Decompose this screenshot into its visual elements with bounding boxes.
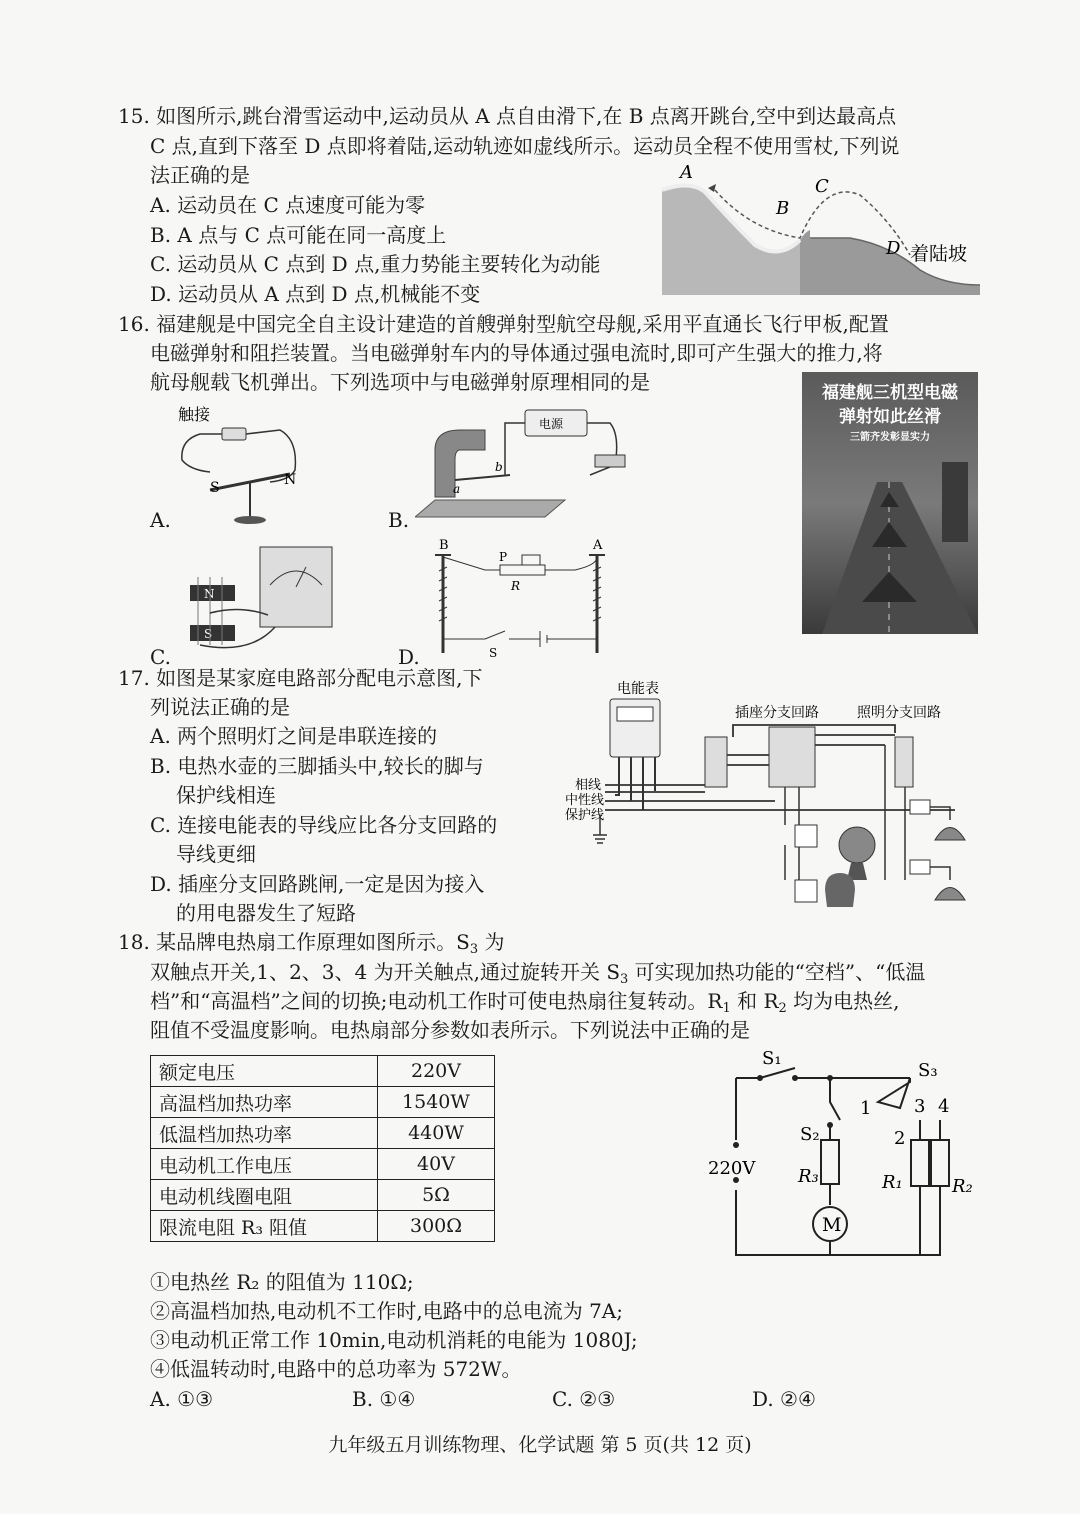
- choice-a: A. ①③: [150, 1387, 214, 1411]
- table-row: 低温档加热功率 440W: [151, 1118, 495, 1149]
- option-a-figure: [150, 400, 310, 530]
- household-circuit-figure: [555, 675, 975, 920]
- contact-4-label: 4: [938, 1096, 950, 1117]
- label-b: B: [776, 198, 790, 219]
- poster-line1: 福建舰三机型电磁: [822, 383, 958, 403]
- q18-stem-line1: 18. 某品牌电热扇工作原理如图所示。$S_3$ 为: [118, 930, 505, 957]
- option-d-figure: [425, 535, 615, 663]
- option-c-letter: C.: [150, 645, 171, 669]
- q17-stem-line: 列说法正确的是: [150, 695, 290, 719]
- heater-circuit-figure: [700, 1040, 985, 1265]
- switch-s1-label: S₁: [762, 1048, 782, 1069]
- poster-line3: 三箭齐发彰显实力: [850, 432, 930, 443]
- option-a-letter: A.: [150, 508, 171, 532]
- motor-label: M: [822, 1214, 842, 1236]
- option-d-letter: D.: [398, 645, 420, 669]
- label-s: S: [489, 646, 498, 660]
- label-r: R: [511, 579, 521, 593]
- voltage-label: 220V: [708, 1158, 756, 1179]
- contact-2-label: 2: [894, 1128, 906, 1149]
- q15-option-a: A. 运动员在 C 点速度可能为零: [150, 193, 426, 217]
- table-row: 额定电压 220V: [151, 1056, 495, 1087]
- parameter-table: [150, 1055, 495, 1242]
- power-source-label: 电源: [539, 417, 564, 431]
- q17-option-a: A. 两个照明灯之间是串联连接的: [150, 724, 438, 748]
- option-b-figure: [415, 405, 645, 520]
- q17-option-c-cont: 导线更细: [176, 842, 256, 866]
- switch-s3-label: S₃: [918, 1060, 938, 1081]
- q16-stem-line: 16. 福建舰是中国完全自主设计建造的首艘弹射型航空母舰,采用平直通长飞行甲板,配置: [118, 312, 889, 336]
- label-d: D: [886, 238, 901, 259]
- statement-3: ③电动机正常工作 10min,电动机消耗的电能为 1080J;: [150, 1328, 638, 1352]
- q18-stem-line4: 阻值不受温度影响。电热扇部分参数如表所示。下列说法中正确的是: [150, 1018, 750, 1042]
- south-label: S: [210, 480, 220, 496]
- statement-2: ②高温档加热,电动机不工作时,电路中的总电流为 7A;: [150, 1299, 623, 1323]
- label-a: A: [680, 162, 693, 183]
- table-row: 高温档加热功率 1540W: [151, 1087, 495, 1118]
- north-label: N: [204, 587, 215, 601]
- table-row: 电动机线圈电阻 5Ω: [151, 1180, 495, 1211]
- choice-d: D. ②④: [752, 1387, 816, 1411]
- option-b-letter: B.: [388, 508, 410, 532]
- r3-label: R₃: [798, 1166, 819, 1187]
- q17-option-d: D. 插座分支回路跳闸,一定是因为接入: [150, 872, 485, 896]
- table-row: 电动机工作电压 40V: [151, 1149, 495, 1180]
- q17-option-c: C. 连接电能表的导线应比各分支回路的: [150, 813, 498, 837]
- q15-stem-line: 15. 如图所示,跳台滑雪运动中,运动员从 A 点自由滑下,在 B 点离开跳台,空中到达最高点: [118, 104, 897, 128]
- socket-branch-label: 插座分支回路: [735, 705, 819, 721]
- statement-4: ④低温转动时,电路中的总功率为 572W。: [150, 1357, 522, 1381]
- light-branch-label: 照明分支回路: [857, 705, 941, 721]
- q15-stem-line: 法正确的是: [150, 163, 250, 187]
- q16-stem-line: 航母舰载飞机弹出。下列选项中与电磁弹射原理相同的是: [150, 370, 650, 394]
- switch-s2-label: S₂: [800, 1124, 820, 1145]
- poster-line2: 弹射如此丝滑: [839, 407, 941, 427]
- ground-wire-label: 保护线: [565, 808, 605, 823]
- q16-stem-line: 电磁弹射和阻拦装置。当电磁弹射车内的导体通过强电流时,即可产生强大的推力,将: [150, 341, 883, 365]
- label-p: P: [499, 550, 508, 564]
- neutral-wire-label: 中性线: [565, 793, 605, 808]
- label-a: a: [453, 482, 461, 496]
- choice-c: C. ②③: [552, 1387, 616, 1411]
- r1-label: R₁: [882, 1172, 903, 1193]
- q17-option-d-cont: 的用电器发生了短路: [176, 901, 356, 925]
- r2-label: R₂: [952, 1176, 973, 1197]
- q15-option-c: C. 运动员从 C 点到 D 点,重力势能主要转化为动能: [150, 252, 601, 276]
- label-b: b: [495, 460, 503, 474]
- meter-label: 电能表: [617, 681, 659, 697]
- option-c-figure: [180, 545, 340, 660]
- fujian-carrier-poster: [802, 372, 978, 634]
- contact-label: 触接: [178, 405, 211, 424]
- ski-jump-figure: [660, 160, 980, 295]
- label-b: B: [439, 538, 449, 553]
- label-a: A: [593, 538, 603, 553]
- q17-stem-line: 17. 如图是某家庭电路部分配电示意图,下: [118, 666, 483, 690]
- page-footer: 九年级五月训练物理、化学试题 第 5 页(共 12 页): [328, 1434, 752, 1456]
- q15-option-b: B. A 点与 C 点可能在同一高度上: [150, 223, 447, 247]
- contact-1-label: 1: [860, 1098, 872, 1119]
- table-row: 限流电阻 R₃ 阻值 300Ω: [151, 1211, 495, 1242]
- choice-b: B. ①④: [352, 1387, 416, 1411]
- south-label: S: [204, 627, 213, 641]
- q15-stem-line: C 点,直到下落至 D 点即将着陆,运动轨迹如虚线所示。运动员全程不使用雪杖,下列说: [150, 134, 900, 158]
- q17-option-b-cont: 保护线相连: [176, 783, 276, 807]
- label-c: C: [815, 176, 829, 197]
- q18-stem-line3: 档”和“高温档”之间的切换;电动机工作时可使电热扇往复转动。$R_1$ 和 $R_2$ 均为电热丝,: [150, 989, 900, 1016]
- q18-stem-line2: 双触点开关,1、2、3、4 为开关触点,通过旋转开关 $S_3$ 可实现加热功能的“空档”、“低温: [150, 960, 926, 987]
- contact-3-label: 3: [914, 1096, 926, 1117]
- q17-option-b: B. 电热水壶的三脚插头中,较长的脚与: [150, 754, 484, 778]
- statement-1: ①电热丝 R₂ 的阻值为 110Ω;: [150, 1270, 414, 1294]
- north-label: N: [284, 472, 297, 488]
- live-wire-label: 相线: [575, 778, 602, 793]
- q15-option-d: D. 运动员从 A 点到 D 点,机械能不变: [150, 282, 481, 306]
- landing-slope-label: 着陆坡: [910, 243, 968, 265]
